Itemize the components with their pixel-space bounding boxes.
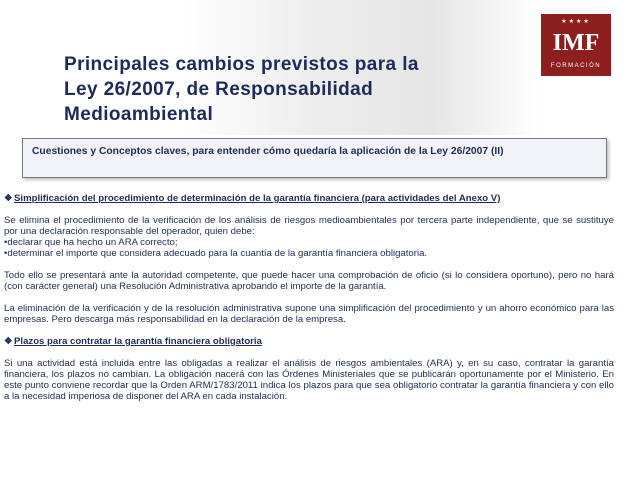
bullet-item-amount: •determinar el importe que considera adecuado para la cuantía de la garantía financiera obligatoria.: [4, 248, 428, 259]
heading-simplification-text: Simplificación del procedimiento de determinación de la garantía financiera (para actividades del Anexo V): [14, 193, 501, 204]
paragraph-deadlines: Si una actividad está incluida entre las obligadas a realizar el análisis de riesgos ambientales (ARA) y, en su caso, contratar la garantía financiera, los plazos no cambian. La obligación nacerá con las Órdenes Ministeriales que se publicarán oportunamente por el Ministerio. En este punto conviene recordar que la Orden ARM/1783/2011 indica los plazos para que sea obligatorio contratar la garantía financiera y con ello a la necesidad imperiosa de disponer del ARA en cada instalación.: [4, 358, 614, 402]
section-heading-deadlines: [4, 336, 614, 347]
paragraph-elimination: La eliminación de la verificación y de la resolución administrativa supone una simplificación del procedimiento y un ahorro económico para las empresas. Pero descarga más responsabilidad en la declaración de la empresa.: [4, 303, 614, 325]
check-bullet-icon: ❖: [4, 336, 13, 347]
section-heading-simplification: [4, 193, 614, 204]
paragraph-verification: Se elimina el procedimiento de la verificación de los análisis de riesgos medioambientales por tercera parte independiente, que se sustituye por una declaración responsable del operador, quien debe:: [4, 215, 614, 237]
logo-stars: ★★★★: [561, 19, 591, 25]
title-line-3: Medioambiental: [64, 104, 214, 125]
paragraph-authority: Todo ello se presentará ante la autoridad competente, que puede hacer una comprobación de oficio (si lo considera oportuno), pero no hará (con carácter general) una Resolución Administrativa aprobando el importe de la garantía.: [4, 270, 614, 292]
logo-sub-text: FORMACIÓN: [550, 63, 602, 69]
imf-logo: [541, 14, 611, 76]
title-line-2: Ley 26/2007, de Responsabilidad: [64, 79, 374, 100]
title-line-1: Principales cambios previstos para la: [64, 54, 419, 75]
check-bullet-icon: ❖: [4, 193, 13, 204]
heading-deadlines-text: Plazos para contratar la garantía financiera obligatoria: [14, 336, 262, 347]
bullet-item-declare: •declarar que ha hecho un ARA correcto;: [4, 237, 178, 248]
key-questions-text: Cuestiones y Conceptos claves, para entender cómo quedaría la aplicación de la Ley 26/2007 (II): [32, 146, 504, 157]
page-title: [64, 52, 534, 127]
logo-main-text: IMF: [552, 30, 600, 56]
key-questions-box: [22, 138, 607, 178]
slide-content: [4, 193, 614, 402]
